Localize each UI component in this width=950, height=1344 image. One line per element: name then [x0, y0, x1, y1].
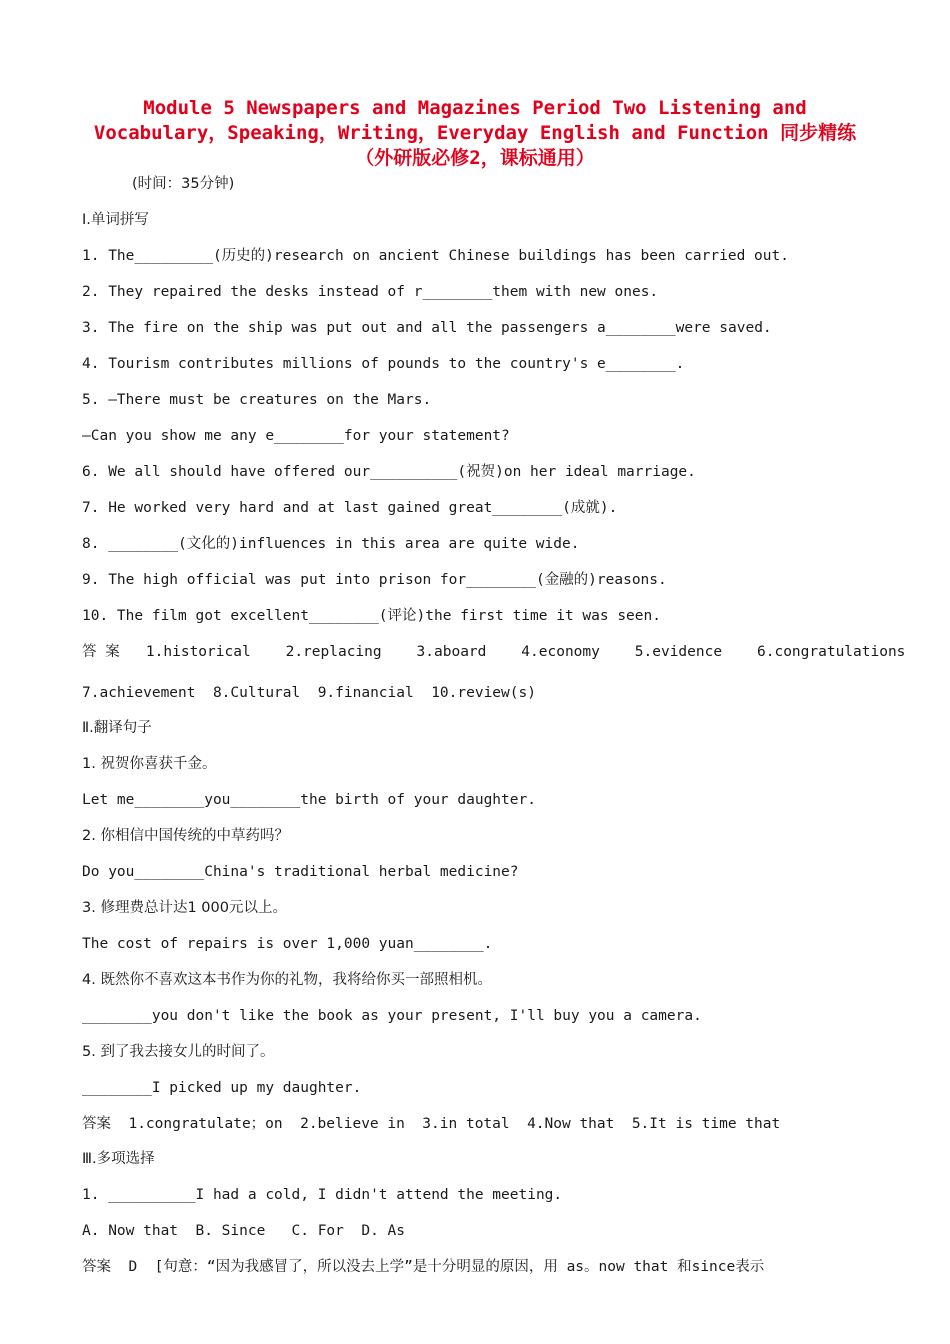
section-2-heading: Ⅱ.翻译句子: [82, 720, 152, 736]
question-5-b: —Can you show me any e________for your statement?: [82, 428, 510, 444]
translate-2-cn: 2. 你相信中国传统的中草药吗？: [82, 828, 289, 844]
time-note: (时间：35分钟): [132, 176, 235, 192]
title-line-2: Vocabulary，Speaking，Writing，Everyday English and Function 同步精练: [93, 122, 857, 144]
question-3: 3. The fire on the ship was put out and all the passengers a________were saved.: [82, 320, 772, 336]
translate-5-en: ________I picked up my daughter.: [82, 1080, 362, 1096]
answer-key-3: 答案 D [句意：“因为我感冒了，所以没去上学”是十分明显的原因，用 as。now that 和since表示: [82, 1259, 765, 1275]
translate-1-cn: 1. 祝贺你喜获千金。: [82, 756, 217, 772]
section-1-heading: Ⅰ.单词拼写: [82, 212, 149, 228]
document-title: [40, 96, 910, 171]
question-2: 2. They repaired the desks instead of r________them with new ones.: [82, 284, 659, 300]
question-1: 1. The_________(历史的)research on ancient Chinese buildings has been carried out.: [82, 248, 789, 264]
question-10: 10. The film got excellent________(评论)the first time it was seen.: [82, 608, 661, 624]
title-line-3: （外研版必修2，课标通用）: [355, 147, 595, 169]
translate-3-cn: 3. 修理费总计达1 000元以上。: [82, 900, 287, 916]
translate-4-cn: 4. 既然你不喜欢这本书作为你的礼物，我将给你买一部照相机。: [82, 972, 492, 988]
section-3-heading: Ⅲ.多项选择: [82, 1151, 155, 1167]
translate-5-cn: 5. 到了我去接女儿的时间了。: [82, 1044, 275, 1060]
title-line-1: Module 5 Newspapers and Magazines Period Two Listening and: [143, 97, 807, 119]
answer-key-1: 答 案 1.historical 2.replacing 3.aboard 4.economy 5.evidence 6.congratulations: [82, 644, 906, 660]
question-8: 8. ________(文化的)influences in this area are quite wide.: [82, 536, 580, 552]
question-9: 9. The high official was put into prison for________(金融的)reasons.: [82, 572, 667, 588]
question-7: 7. He worked very hard and at last gained great________(成就).: [82, 500, 618, 516]
translate-1-en: Let me________you________the birth of your daughter.: [82, 792, 536, 808]
choice-question-1: 1. __________I had a cold, I didn't attend the meeting.: [82, 1187, 563, 1203]
question-4: 4. Tourism contributes millions of pounds to the country's e________.: [82, 356, 685, 372]
translate-3-en: The cost of repairs is over 1,000 yuan________.: [82, 936, 493, 952]
question-6: 6. We all should have offered our__________(祝贺)on her ideal marriage.: [82, 464, 696, 480]
choice-question-1-options: A. Now that B. Since C. For D. As: [82, 1223, 406, 1239]
translate-4-en: ________you don't like the book as your present, I'll buy you a camera.: [82, 1008, 702, 1024]
translate-2-en: Do you________China's traditional herbal medicine?: [82, 864, 519, 880]
answer-key-1-cont: 7.achievement 8.Cultural 9.financial 10.review(s): [82, 685, 536, 701]
question-5-a: 5. —There must be creatures on the Mars.: [82, 392, 432, 408]
answer-key-2: 答案 1.congratulate；on 2.believe in 3.in total 4.Now that 5.It is time that: [82, 1116, 781, 1132]
